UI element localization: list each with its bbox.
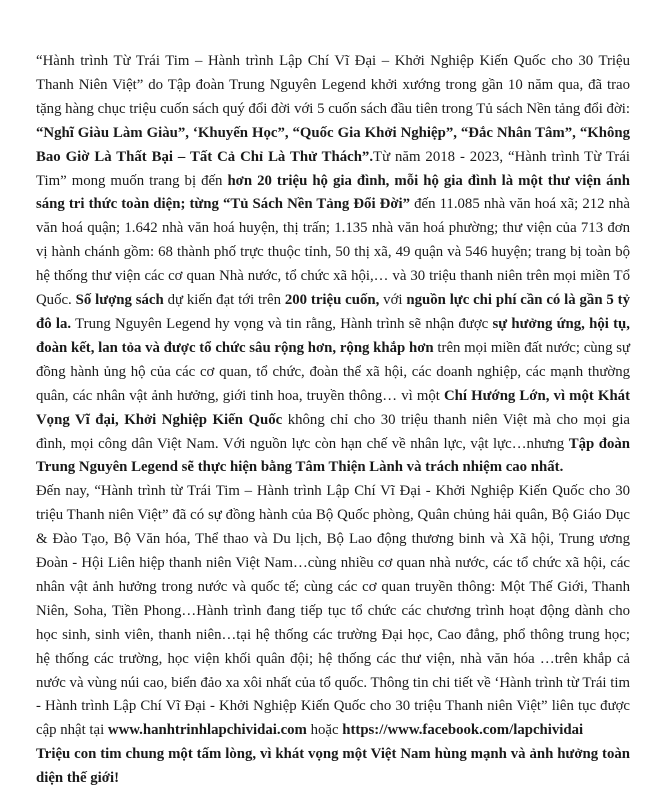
paragraph-journey-overview <box>36 50 630 480</box>
text-run: trên mọi miền đất nước; cùng sự đồng hành ủng hộ của các cơ quan, tổ chức, đoàn thể xã hội, các doanh nghiệp, các mạnh thường quân, các nhân vật ảnh hưởng, giới tinh hoa, truyền thông… vì một <box>36 339 631 404</box>
text-run: “Hành trình Từ Trái Tim – Hành trình Lập Chí Vĩ Đại – Khởi Nghiệp Kiến Quốc cho 30 Triệu Thanh Niên Việt” do Tập đoàn Trung Nguyên Legend khởi xướng trong gần 10 năm qua, đã trao tặng hàng chục triệu cuốn sách quý đổi đời với 5 cuốn sách đầu tiên trong Tủ sách Nền tảng đổi đời: <box>36 53 630 117</box>
text-run: dự kiến đạt tới trên <box>163 292 285 309</box>
bold-text-run: nguồn lực chi phí cần có là gần 5 tỷ đô la. <box>36 292 630 332</box>
bold-text-run: hơn 20 triệu hộ gia đình, mỗi hộ gia đình là một thư viện ánh sáng tri thức toàn diện; từng “Tủ Sách Nền Tảng Đổi Đời” <box>36 172 630 213</box>
bold-text-run: Triệu con tim chung một tấm lòng, vì khát vọng một Việt Nam hùng mạnh và ảnh hưởng toàn diện thế giới! <box>36 746 630 787</box>
text-run: hoặc <box>306 722 343 739</box>
website-url: www.hanhtrinhlapchividai.com <box>107 722 307 739</box>
text-run: với <box>379 292 407 309</box>
bold-text-run: 200 triệu cuốn, <box>284 292 380 309</box>
text-run: Trung Nguyên Legend hy vọng và tin rằng, Hành trình sẽ nhận được <box>71 315 493 332</box>
bold-text-run: Số lượng sách <box>75 292 164 309</box>
paragraph-slogan <box>36 743 630 791</box>
document-body <box>36 50 630 791</box>
text-run: đến 11.085 nhà văn hoá xã; 212 nhà văn hoá quận; 1.642 nhà văn hoá huyện, thị trấn; 1.135 nhà văn hoá phường; thư viện của 713 đơn vị hành chánh gồm: 68 thành phố trực thuộc tỉnh, 50 thị xã, 49 quận và 546 huyện; trang bị toàn bộ hệ thống thư viện các cơ quan Nhà nước, tổ chức xã hội,… và 30 triệu thanh niên trên mọi miền Tổ Quốc. <box>36 196 630 309</box>
text-run: Từ năm 2018 - 2023, “Hành trình Từ Trái Tim” mong muốn trang bị đến <box>36 148 631 189</box>
text-run: Đến nay, “Hành trình từ Trái Tim – Hành trình Lập Chí Vĩ Đại - Khởi Nghiệp Kiến Quốc cho 30 triệu Thanh niên Việt” đã có sự đồng hành của Bộ Quốc phòng, Quân chủng hải quân, Bộ Giáo Dục & Đào Tạo, Bộ Văn hóa, Thể thao và Du lịch, Bộ Lao động thương binh và Xã hội, Trung ương Đoàn - Hội Liên hiệp thanh niên Việt Nam…cùng nhiều cơ quan nhà nước, các tổ chức xã hội, các nhân vật ảnh hưởng trong nước và quốc tế; cùng các cơ quan truyền thông: Một Thế Giới, Thanh Niên, Soha, Tiền Phong…Hành trình đang tiếp tục tổ chức các chương trình hoạt động dành cho học sinh, sinh viên, thanh niên…tại hệ thống các trường Đại học, Cao đẳng, phổ thông trung học; hệ thống các trường, học viện khối quân đội; hệ thống các thư viện, nhà văn hóa …trên khắp cả nước và vùng núi cao, biển đảo xa xôi nhất của tổ quốc. Thông tin chi tiết về ‘Hành trình từ Trái tim - Hành trình Lập Chí Vĩ Đại - Khởi Nghiệp Kiến Quốc cho 30 triệu Thanh niên Việt” liên tục được cập nhật tại <box>36 483 630 739</box>
bold-text-run: sự hưởng ứng, hội tụ, đoàn kết, lan tỏa và được tổ chức sâu rộng hơn, rộng khắp hơn <box>36 315 630 356</box>
book-titles: “Nghĩ Giàu Làm Giàu”, ‘Khuyến Học”, “Quốc Gia Khởi Nghiệp”, “Đắc Nhân Tâm”, “Không Bao Giờ Là Thất Bại – Tất Cả Chỉ Là Thử Thách”. <box>36 124 630 165</box>
facebook-url: https://www.facebook.com/lapchividai <box>342 722 584 739</box>
bold-text-run: Tập đoàn Trung Nguyên Legend sẽ thực hiện bằng Tâm Thiện Lành và trách nhiệm cao nhất. <box>36 435 630 476</box>
text-run: không chỉ cho 30 triệu thanh niên Việt mà cho mọi gia đình, mọi công dân Việt Nam. Với nguồn lực còn hạn chế về nhân lực, vật lực…nhưng <box>36 411 631 452</box>
bold-text-run: Chí Hướng Lớn, vì một Khát Vọng Vĩ đại, Khởi Nghiệp Kiến Quốc <box>36 387 630 428</box>
paragraph-partners-and-activities <box>36 480 630 743</box>
